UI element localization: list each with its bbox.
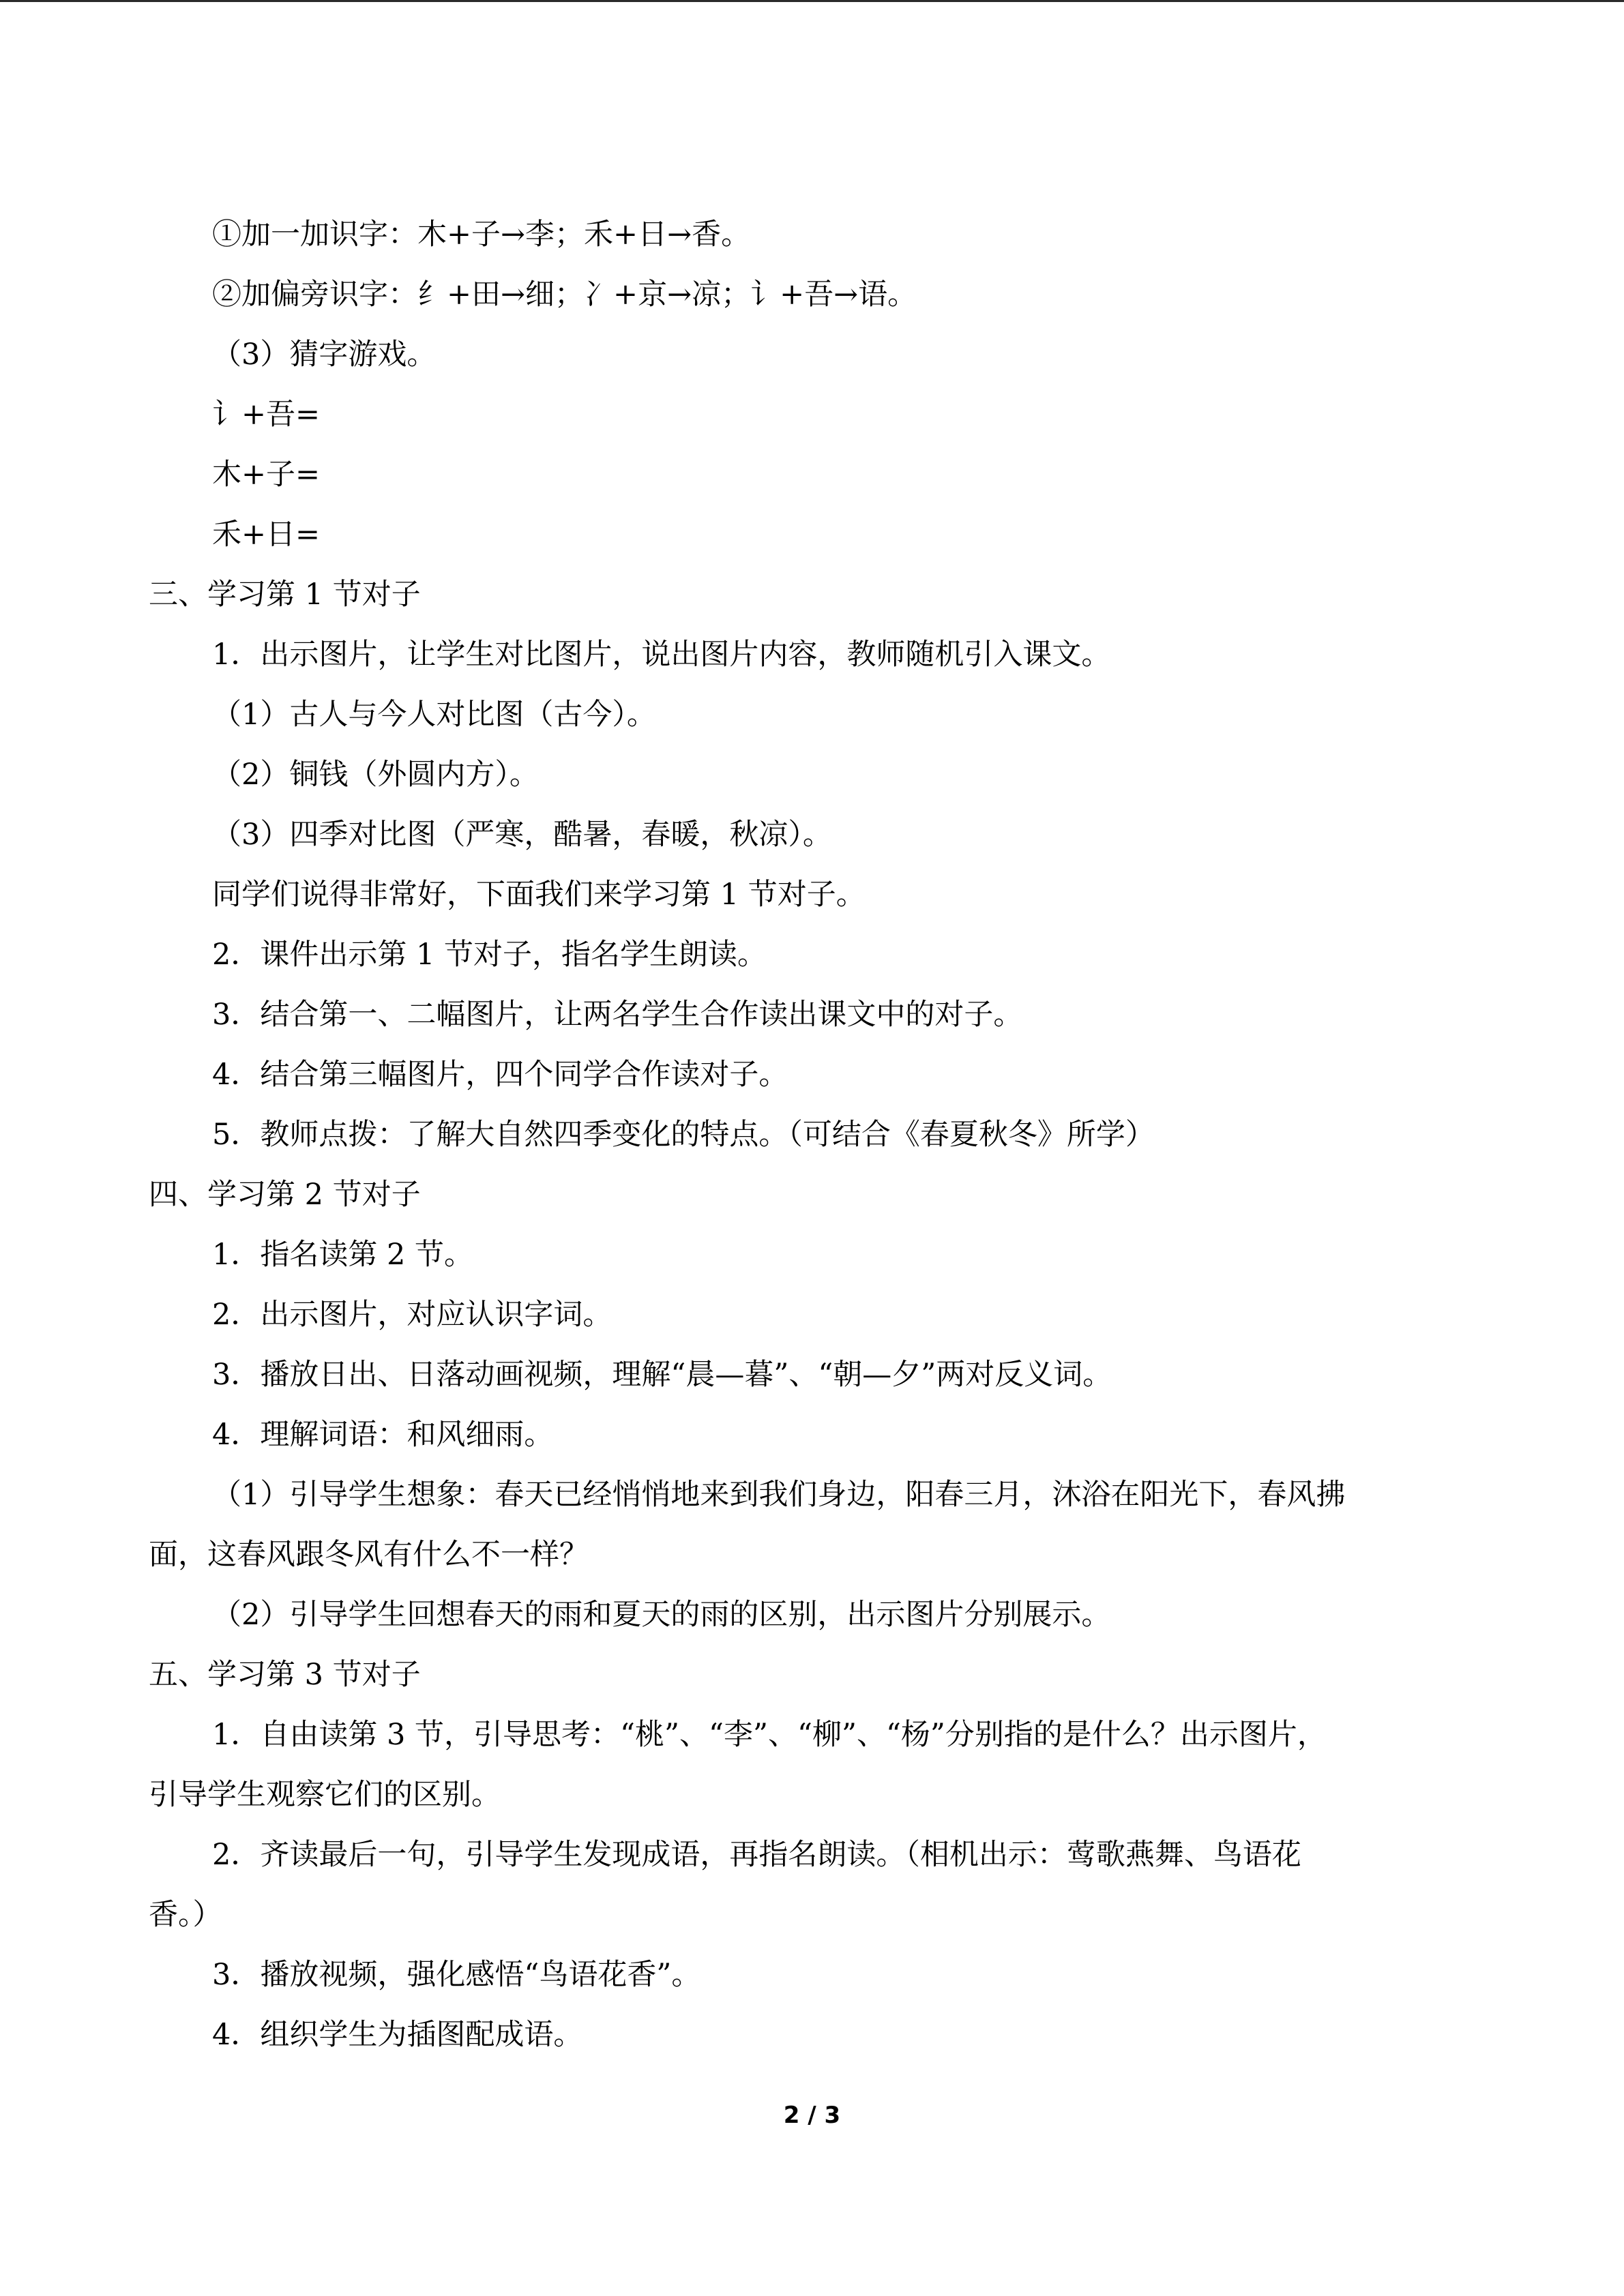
paragraph-line: 2．出示图片，对应认识字词。 bbox=[212, 1298, 612, 1332]
paragraph-line: 3．播放视频，强化感悟“鸟语花香”。 bbox=[212, 1958, 701, 1992]
paragraph-line: ①加一加识字：木+子→李；禾+日→香。 bbox=[212, 218, 751, 252]
text-line: 五、学习第 3 节对子 bbox=[149, 1658, 421, 1692]
text-line: 三、学习第 1 节对子 bbox=[149, 578, 421, 612]
text-line: 四、学习第 2 节对子 bbox=[149, 1178, 421, 1212]
paragraph-line: （1）引导学生想象：春天已经悄悄地来到我们身边，阳春三月，沐浴在阳光下，春风拂 bbox=[212, 1478, 1346, 1512]
paragraph-line: 讠+吾= bbox=[212, 398, 321, 432]
paragraph-line: （1）古人与今人对比图（古今）。 bbox=[212, 698, 656, 732]
paragraph-line: 2．齐读最后一句，引导学生发现成语，再指名朗读。（相机出示：莺歌燕舞、鸟语花 bbox=[212, 1838, 1301, 1872]
document-body bbox=[149, 205, 1479, 2065]
page-number: 2 / 3 bbox=[783, 2102, 841, 2129]
paragraph-line: 5．教师点拨：了解大自然四季变化的特点。（可结合《春夏秋冬》所学） bbox=[212, 1118, 1155, 1152]
paragraph-line: 同学们说得非常好，下面我们来学习第 1 节对子。 bbox=[212, 878, 866, 912]
paragraph-line: 3．结合第一、二幅图片，让两名学生合作读出课文中的对子。 bbox=[212, 998, 1023, 1032]
paragraph-line: 3．播放日出、日落动画视频，理解“晨—暮”、“朝—夕”两对反义词。 bbox=[212, 1358, 1112, 1392]
paragraph-line: 1．指名读第 2 节。 bbox=[212, 1238, 474, 1272]
top-border-line bbox=[0, 0, 1624, 2]
text-line: 引导学生观察它们的区别。 bbox=[149, 1778, 501, 1812]
text-line: 香。） bbox=[149, 1898, 222, 1932]
paragraph-line: 木+子= bbox=[212, 458, 321, 492]
paragraph-line: （3）四季对比图（严寒，酷暑，春暖，秋凉）。 bbox=[212, 818, 832, 852]
text-line: 面，这春风跟冬风有什么不一样？ bbox=[149, 1538, 589, 1572]
paragraph-line: 4．理解词语：和风细雨。 bbox=[212, 1418, 554, 1452]
paragraph-line: 禾+日= bbox=[212, 518, 321, 552]
paragraph-line: 1．出示图片，让学生对比图片，说出图片内容，教师随机引入课文。 bbox=[212, 638, 1111, 672]
paragraph-line: 2．课件出示第 1 节对子，指名学生朗读。 bbox=[212, 938, 767, 972]
paragraph-line: 4．结合第三幅图片，四个同学合作读对子。 bbox=[212, 1058, 788, 1092]
paragraph-line: （2）铜钱（外圆内方）。 bbox=[212, 758, 539, 792]
paragraph-line: （2）引导学生回想春天的雨和夏天的雨的区别，出示图片分别展示。 bbox=[212, 1598, 1111, 1632]
paragraph-line: 1．自由读第 3 节，引导思考：“桃”、“李”、“柳”、“杨”分别指的是什么？出示图片， bbox=[212, 1718, 1327, 1752]
paragraph-line: （3）猜字游戏。 bbox=[212, 338, 437, 372]
paragraph-line: 4．组织学生为插图配成语。 bbox=[212, 2018, 583, 2052]
paragraph-line: ②加偏旁识字：纟+田→细；冫+京→凉；讠+吾→语。 bbox=[212, 278, 917, 312]
